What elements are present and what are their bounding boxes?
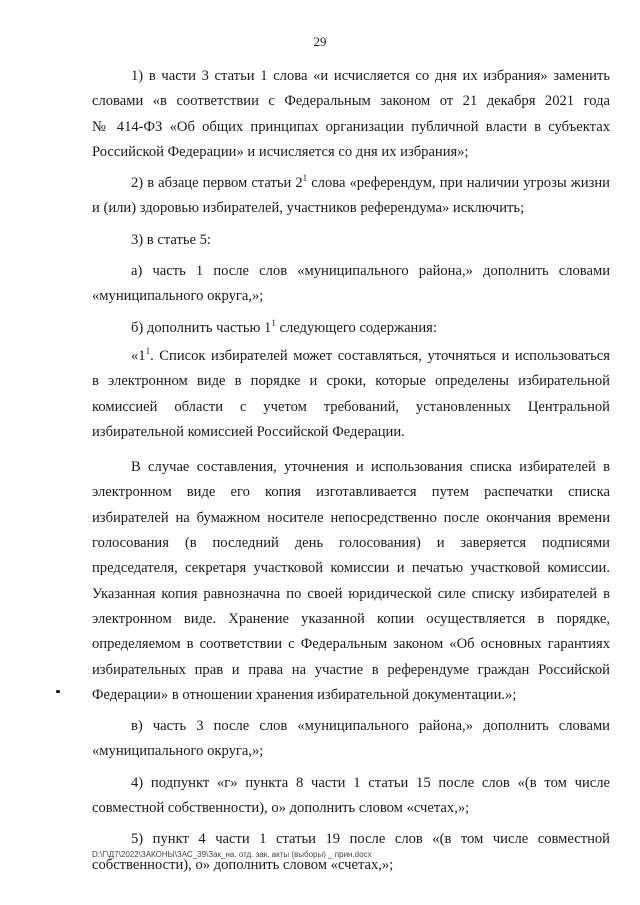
text-line: «муниципального округа,»; — [92, 743, 264, 760]
text-line: Указанная копия равнозначна по своей юридической силе списку избирателей в — [92, 585, 610, 602]
text-line: и (или) здоровью избирателей, участников референдума» исключить; — [92, 200, 525, 217]
text-line: «$1^1$. Список избирателей может составляться, уточняться и использоваться — [131, 345, 610, 364]
text-line: 2) в абзаце первом статьи $2^1$ слова «референдум, при наличии угрозы жизни — [131, 173, 610, 192]
text-line: В случае составления, уточнения и использования списка избирателей в — [131, 459, 610, 476]
text-line: избирательных прав и права на участие в референдуме граждан Российской — [92, 661, 610, 678]
document-body — [92, 64, 610, 878]
text-line: 1) в части 3 статьи 1 слова «и исчисляется со дня их избрания» заменить — [131, 68, 610, 84]
superscript-mark: 1 — [302, 173, 308, 184]
paragraph-p3 — [92, 228, 610, 253]
text-line: «муниципального округа,»; — [92, 288, 264, 305]
text-line: избирателей на бумажном носителе непосредственно после окончания времени — [92, 509, 610, 526]
text-line: собственности), о» дополнить словом «счетах,»; — [92, 856, 394, 873]
paragraph-p8 — [92, 714, 610, 765]
text-line: совместной собственности), о» дополнить словом «счетах,»; — [92, 800, 470, 817]
paragraph-p5 — [92, 316, 610, 341]
text-line: электронном виде его копия изготавливается путем распечатки списка — [92, 484, 610, 501]
text-line: электронном виде. Хранение указанной копии осуществляется в порядке, — [92, 610, 610, 627]
text-line: 4) подпункт «г» пункта 8 части 1 статьи 15 после слов «(в том числе — [131, 774, 610, 791]
text-line: председателя, секретаря участковой комиссии и печатью участковой комиссии. — [92, 560, 610, 577]
text-line: комиссией области с учетом требований, установленных Центральной — [92, 398, 610, 415]
text-line: в электронном виде в порядке и сроки, которые определены избирательной — [92, 373, 610, 390]
footer-file-path: D:\Г\Д7\2022\ЗАКОНЫ\ЗАС_39\Зак_на. отд. зак. акты (выборы) _ прин.docx — [92, 850, 372, 859]
text-line: избирательной комиссией Российской Федерации. — [92, 423, 405, 440]
margin-mark — [56, 690, 60, 693]
paragraph-p7 — [92, 455, 610, 708]
superscript-mark: 1 — [145, 345, 151, 356]
text-line: Российской Федерации» и исчисляется со дня их избрания»; — [92, 143, 469, 160]
paragraph-p2 — [92, 171, 610, 222]
text-line: 3) в статье 5: — [131, 231, 211, 248]
text-line: 5) пункт 4 части 1 статьи 19 после слов «(в том числе совместной — [131, 831, 610, 848]
text-line: Федерации» в отношении хранения избирательной документации.»; — [92, 686, 517, 703]
paragraph-p4 — [92, 259, 610, 310]
text-line: словами «в соответствии с Федеральным законом от 21 декабря 2021 года — [92, 93, 610, 110]
text-line: в) часть 3 после слов «муниципального района,» дополнить словами — [131, 718, 610, 735]
paragraph-p1 — [92, 64, 610, 165]
text-line: б) дополнить частью $1^1$ следующего содержания: — [131, 317, 437, 336]
text-line: № 414-ФЗ «Об общих принципах организации публичной власти в субъектах — [92, 118, 610, 135]
page-number: 29 — [313, 34, 327, 49]
paragraph-p6 — [92, 344, 610, 445]
text-line: определяемом в соответствии с Федеральным законом «Об основных гарантиях — [92, 636, 610, 653]
superscript-mark: 1 — [271, 317, 276, 328]
text-line: голосования (в последний день голосования) и заверяется подписями — [92, 535, 610, 552]
text-line: а) часть 1 после слов «муниципального района,» дополнить словами — [131, 263, 610, 280]
paragraph-p9 — [92, 771, 610, 822]
